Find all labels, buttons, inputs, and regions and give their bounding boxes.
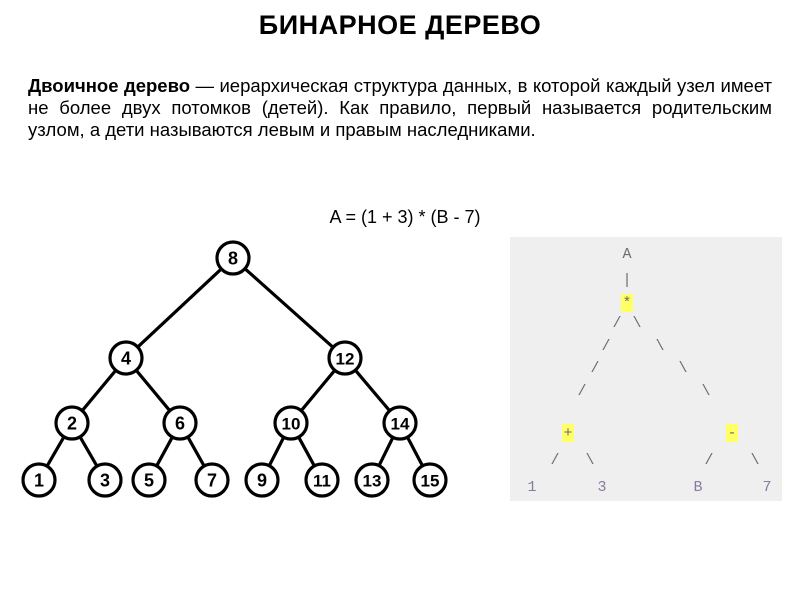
expr-branch-glyph: / [612, 315, 622, 332]
node-label: 6 [174, 413, 186, 434]
tree-node [356, 464, 388, 496]
expr-branch-glyph: \ [632, 315, 642, 332]
expr-branch-glyph: \ [678, 360, 688, 377]
node-label: 9 [256, 470, 268, 491]
node-label: 2 [66, 413, 78, 434]
tree-edge [355, 370, 389, 411]
node-label: 12 [335, 349, 355, 369]
node-label: 1 [33, 470, 45, 491]
expr-leaf: B [693, 479, 703, 496]
expr-leaf: 7 [762, 479, 772, 496]
node-label: 7 [206, 470, 218, 491]
expr-branch-glyph: / [577, 383, 587, 400]
tree-edge [301, 370, 335, 410]
expr-left-operator: + [563, 425, 573, 442]
node-label: 5 [143, 470, 155, 491]
node-label: 15 [420, 471, 440, 491]
tree-edge [379, 437, 393, 465]
expression-tree [510, 237, 782, 501]
expr-branch-glyph: / [704, 452, 714, 469]
tree-edge [82, 370, 116, 410]
tree-node [89, 464, 121, 496]
tree-edge [136, 370, 170, 410]
node-label: 3 [99, 470, 111, 491]
tree-edge [47, 437, 64, 466]
tree-edge [407, 437, 422, 466]
tree-node [110, 342, 142, 374]
tree-node [133, 464, 165, 496]
node-label: 11 [313, 471, 331, 491]
node-label: 4 [120, 348, 132, 369]
tree-node [384, 407, 416, 439]
node-label: 10 [281, 414, 301, 434]
expr-branch-glyph: \ [585, 452, 595, 469]
tree-edge [138, 269, 222, 347]
expr-connector: | [622, 272, 632, 289]
expr-branch-glyph: / [590, 360, 600, 377]
expr-leaf: 3 [597, 479, 607, 496]
tree-node [414, 464, 446, 496]
expr-branch-glyph: \ [655, 338, 665, 355]
tree-node [196, 464, 228, 496]
tree-node [23, 464, 55, 496]
tree-node [164, 407, 196, 439]
expr-branch-glyph: / [601, 338, 611, 355]
tree-edge [157, 437, 173, 466]
tree-node [217, 242, 249, 274]
expr-branch-glyph: \ [750, 452, 760, 469]
expr-leaf: 1 [527, 479, 537, 496]
expr-right-operator: - [727, 425, 737, 442]
intro-term: Двоичное дерево [28, 75, 191, 96]
tree-edge [269, 437, 283, 465]
tree-edge [245, 269, 333, 348]
node-label: 8 [227, 248, 239, 269]
node-label: 13 [362, 471, 382, 491]
tree-edge [80, 437, 97, 466]
expr-branch-glyph: \ [701, 383, 711, 400]
tree-node [56, 407, 88, 439]
tree-edge [299, 437, 315, 466]
intro-text: — иерархическая структура данных, в которой каждый узел имеет не более двух потомков (детей). Как правило, первый называется родительским узлом, а дети называются левым и правым наследниками. [28, 75, 772, 140]
expr-root-label: A [622, 246, 632, 263]
expr-operator-root: * [622, 295, 632, 312]
tree-node [275, 407, 307, 439]
tree-edges [47, 269, 423, 466]
tree-node [329, 342, 361, 374]
expr-branch-glyph: / [550, 452, 560, 469]
page-title: БИНАРНОЕ ДЕРЕВО [258, 10, 542, 40]
node-label: 14 [390, 414, 410, 434]
tree-node [246, 464, 278, 496]
expression-tree-panel [510, 237, 782, 501]
tree-edge [188, 437, 204, 466]
formula: A = (1 + 3) * (B - 7) [329, 207, 481, 227]
tree-node [306, 464, 338, 496]
